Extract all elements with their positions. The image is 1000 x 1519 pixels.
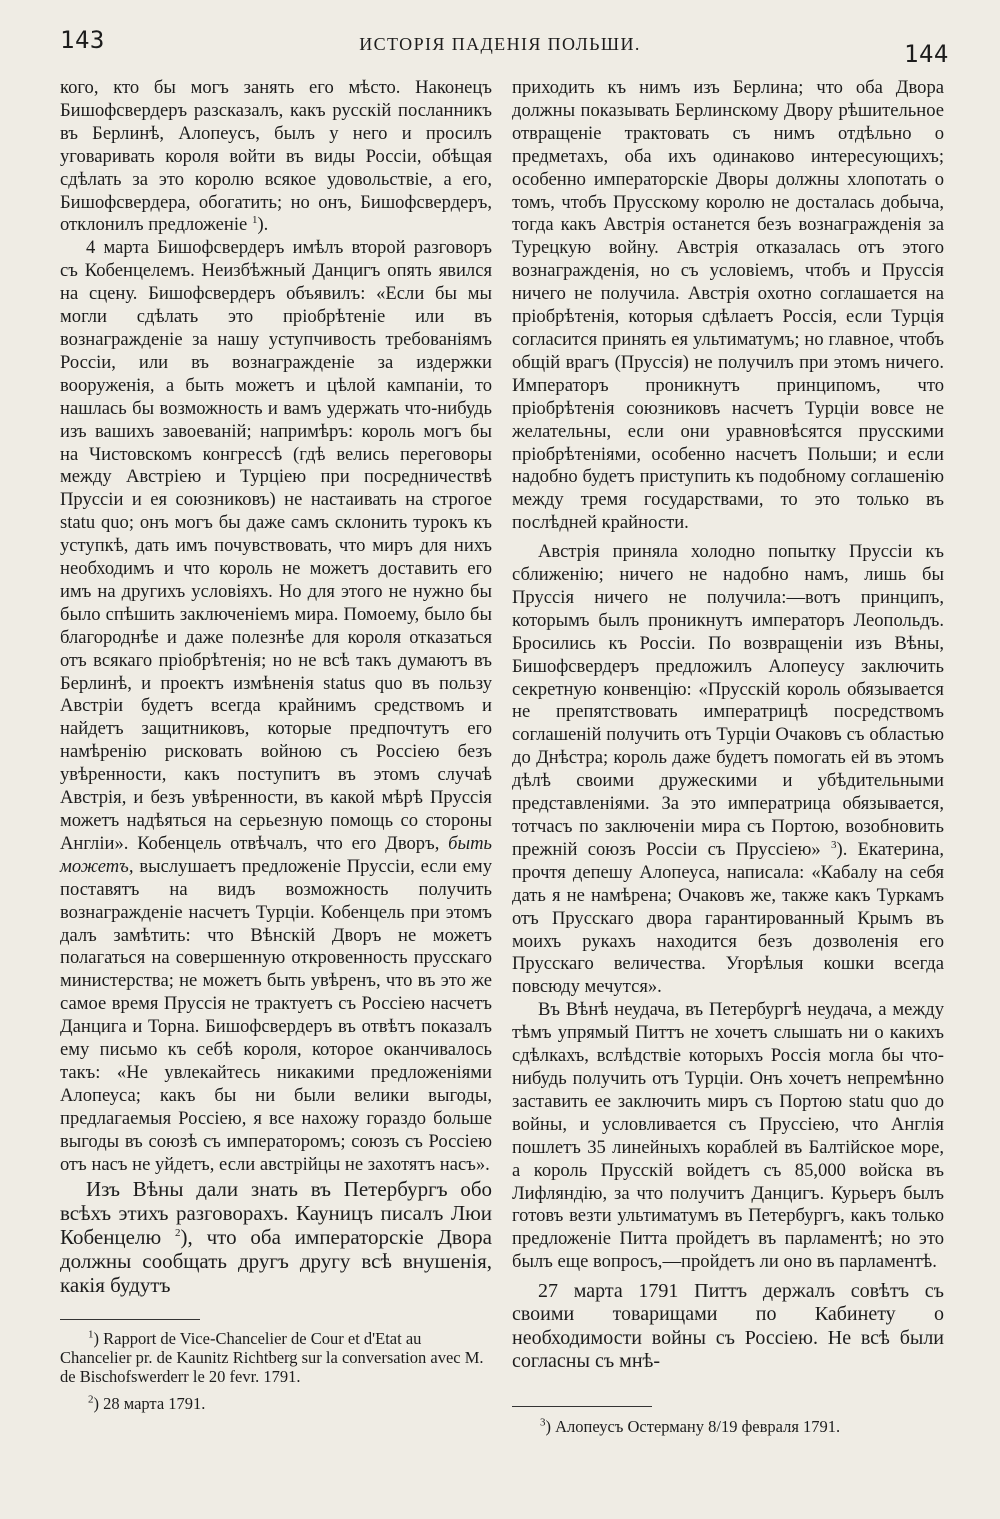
paragraph-text: ), что оба императорскіе Двора должны сообщать другъ другу всѣ внушенія, какія будутъ xyxy=(60,1224,492,1297)
footnote-divider xyxy=(512,1406,652,1407)
footnote-text: ) Алопеусъ Остерману 8/19 февраля 1791. xyxy=(545,1417,841,1436)
footnote-ref: 2 xyxy=(175,1226,181,1239)
paragraph-text: кого, кто бы могъ занять его мѣсто. Наконецъ Бишофсвердеръ разсказалъ, какъ русскій посланникъ въ Берлинѣ, Алопеусъ, былъ у него и просилъ уговаривать короля войти въ виды Россіи, обѣщая сдѣлать за это королю всякое удовольствіе, а его, Бишофсвердера, обогатить; но онъ, Бишофсвердеръ, отклонилъ предложеніе xyxy=(60,77,492,236)
footnote-mark: 2 xyxy=(88,1393,94,1406)
footnote-ref: 3 xyxy=(831,838,837,851)
paragraph-text: ). xyxy=(257,214,269,236)
footnote-divider xyxy=(60,1319,200,1320)
italic-phrase: быть можетъ, xyxy=(60,832,493,877)
paragraph xyxy=(512,541,944,999)
paragraph-text: выслушаетъ предложеніе Пруссіи, если ему поставятъ на видъ возможность получить вознагражденіе насчетъ Турціи. Кобенцель при этомъ далъ замѣтить: что Вѣнскій Дворъ не можетъ полагаться на совершенную откровенность прусскаго министерства; не можетъ быть увѣренъ, что въ это же самое время Пруссія не трактуетъ съ Россіею насчетъ Данцига и Торна. Бишофсвердеръ въ отвѣтъ показалъ ему письмо къ себѣ короля, которое оканчивалось такъ: «Не увлекайтесь никакими предложеніями Алопеуса; какъ бы ни были велики выгоды, предлагаемыя Россіею, я все нахожу гораздо больше выгоды въ союзѣ съ императоромъ; союзъ съ Россіею отъ насъ не уйдетъ, если австрійцы не захотятъ насъ». xyxy=(60,855,492,1175)
footnote xyxy=(60,1394,492,1413)
footnote-ref: 1 xyxy=(251,214,258,227)
paragraph xyxy=(60,1177,492,1297)
right-page-number: 144 xyxy=(904,40,949,68)
left-page-number: 143 xyxy=(60,26,105,54)
left-footnotes xyxy=(60,1329,492,1413)
footnote-mark: 3 xyxy=(540,1416,546,1429)
paragraph xyxy=(60,77,492,237)
paragraph: приходить къ нимъ изъ Берлина; что оба Двора должны показывать Берлинскому Двору рѣшительное отвращеніе трактовать съ нимъ отдѣльно о предметахъ, оба ихъ одинаково интересующихъ; особенно императорскіе Дворы должны хлопотать о томъ, чтобъ Прусскому королю не досталась добыча, тогда какъ Австрія останется безъ вознагражденія за Турецкую войну. Австрія отказалась отъ этого вознагражденія, но съ условіемъ, чтобъ и Пруссія ничего не получила. Австрія охотно соглашается на пріобрѣтенія, которыя сдѣлаетъ Россія, если Турція согласится принять ея ультиматумъ; но главное, чтобъ общій врагъ (Пруссія) не получилъ при этомъ ничего. Императоръ проникнутъ принципомъ, что пріобрѣтенія союзниковъ насчетъ Турціи вовсе не желательны, если они уравновѣсятся прусскими пріобрѣтеніями, особенно насчетъ Польши; и если надобно будетъ приступить къ подобному соглашенію между тремя государствами, то это только въ послѣдней крайности. xyxy=(512,77,944,534)
footnote-text: ) 28 марта 1791. xyxy=(93,1394,206,1413)
right-footnote xyxy=(512,1417,944,1436)
paragraph-text: ). Екатерина, прочтя депешу Алопеуса, написала: «Кабалу на себя дать я не намѣрена; Очаковъ же, также какъ Туркамъ отъ Прусскаго двора гарантированный Крымъ въ моихъ рукахъ находится безъ дозволенія его Прусскаго величества. Угорѣлыя кошки всегда повсюду мечутся». xyxy=(512,838,944,998)
paragraph-text: Австрія приняла холодно попытку Пруссіи къ сближенію; ничего не надобно намъ, лишь бы Пруссія ничего не получила:—вотъ принципъ, которымъ былъ проникнутъ императоръ Леопольдъ. Бросились къ Россіи. По возвращеніи изъ Вѣны, Бишофсвердеръ предложилъ Алопеусу заключить секретную конвенцію: «Прусскій король обязывается не препятствовать императрицѣ посредствомъ соглашеній получить отъ Турціи Очаковъ съ областью до Днѣстра; король даже будетъ помогать ей въ этомъ дѣлѣ своими дружескими и убѣдительными представленіями. За это императрица обязывается, тотчасъ по заключеніи мира съ Портою, возобновить прежній союзъ Россіи съ Пруссіею» xyxy=(512,541,944,860)
footnote-mark: 1 xyxy=(88,1328,94,1341)
paragraph: 27 марта 1791 Питтъ держалъ совѣтъ съ своими товарищами по Кабинету о необходимости войны съ Россіею. Не всѣ были согласны съ мнѣ- xyxy=(512,1280,944,1372)
paragraph-text: Изъ Вѣны дали знать въ Петербургъ обо всѣхъ этихъ разговорахъ. Кауницъ писалъ Люи Кобенцелю xyxy=(60,1176,492,1249)
paragraph: Въ Вѣнѣ неудача, въ Петербургѣ неудача, а между тѣмъ упрямый Питтъ не хочетъ слышать ни о какихъ сдѣлкахъ, вслѣдствіе которыхъ Россія могла бы что-нибудь получить отъ Турціи. Онъ хочетъ непремѣнно заставить ее заключить миръ съ Портою statu quo до войны, и условливается съ Пруссіею, что Англія пошлетъ 35 линейныхъ кораблей въ Балтійское море, а король Прусскій войдетъ съ 85,000 войска въ Лифляндію, за что получитъ Данцигъ. Курьеръ былъ готовъ везти ультиматумъ въ Петербургъ, какъ только предложеніе Питта пройдетъ въ парламентѣ; но это былъ еще вопросъ,—пройдетъ ли оно въ парламентѣ. xyxy=(512,999,944,1273)
running-title: ИСТОРІЯ ПАДЕНІЯ ПОЛЬШИ. xyxy=(359,34,641,54)
footnote xyxy=(60,1329,492,1386)
footnote-text: ) Rapport de Vice-Chancelier de Cour et d'Etat au Chancelier pr. de Kaunitz Richtberg sur la conversation avec M. de Bischofswerderr le 20 fevr. 1791. xyxy=(60,1329,484,1386)
paragraph xyxy=(60,237,492,1176)
left-column xyxy=(60,77,492,1297)
right-column xyxy=(512,77,944,1373)
paragraph-text: 4 марта Бишофсвердеръ имѣлъ второй разговоръ съ Кобенцелемъ. Неизбѣжный Данцигъ опять явился на сцену. Бишофсвердеръ объявилъ: «Если бы мы могли сдѣлать это пріобрѣтеніе или въ вознагражденіе за нашу уступчивость требованіямъ Россіи, или въ вознагражденіе за издержки вооруженія, а быть можетъ и цѣлой кампаніи, то нашлась бы возможность и вамъ удержать что-нибудь изъ вашихъ завоеваній; напримѣръ: король могъ бы на Чистовскомъ конгрессѣ (гдѣ велись переговоры между Австріею и Турціею при посредничествѣ Пруссіи и ея союзниковъ) не настаивать на строгое statu quo; онъ могъ бы даже самъ склонить турокъ къ уступкѣ, дать имъ почувствовать, что миръ для нихъ необходимъ и что король не можетъ доставить его имъ на другихъ условіяхъ. Но для этого не нужно бы было спѣшить заключеніемъ мира. Помоему, было бы благороднѣе и даже полезнѣе для короля отказаться отъ всякаго пріобрѣтенія; но не всѣ такъ думаютъ въ Берлинѣ, и проектъ измѣненія status quo въ пользу Австріи будетъ всегда крайнимъ средствомъ и найдетъ защитниковъ, которые предпочтутъ его намѣренію рисковать войною съ Россіею безъ увѣренности, какъ поступитъ въ этомъ случаѣ Австрія, и безъ увѣренности, въ какой мѣрѣ Пруссія можетъ надѣяться на серьезную помощь со стороны Англіи». Кобенцель отвѣчалъ, что его Дворъ, xyxy=(60,237,492,854)
